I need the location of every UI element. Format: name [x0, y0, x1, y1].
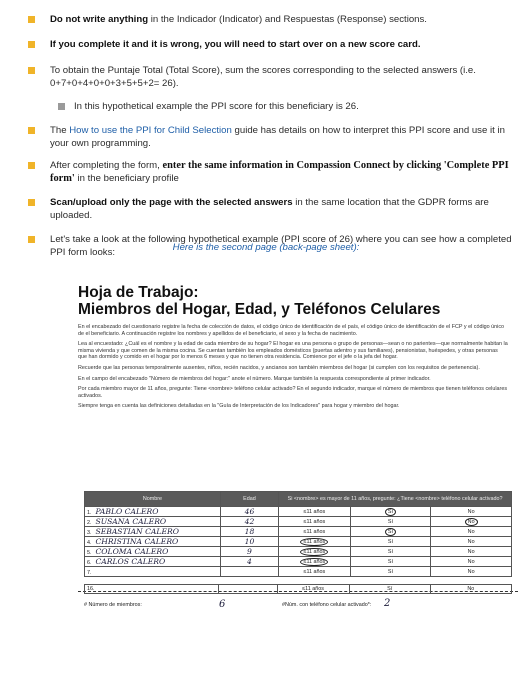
option-label: ≤11 años [300, 538, 328, 546]
member-age: 10 [244, 537, 255, 546]
phone-option-si [350, 547, 431, 557]
column-header-name: Nombre [85, 492, 221, 507]
phone-option-no [431, 547, 512, 557]
option-label: Sí [385, 508, 396, 516]
option-label: Sí [385, 528, 396, 536]
bullet-item: The How to use the PPI for Child Selection guide has details on how to interpret this PPI score and use it in your own programming. [50, 124, 510, 151]
worksheet-paragraph: En el encabezado del cuestionario registre la fecha de colección de datos, el código único de identificación de el país, el código único de identificación de el FCP y el código único de el beneficiario. A continuación registre los nombres y apellidos de el beneficiario, el sexo y la fecha de nacimiento. [78, 324, 505, 337]
table-row [85, 567, 512, 577]
bullet-item: If you complete it and it is wrong, you will need to start over on a new score card. [50, 38, 510, 51]
member-name-cell [85, 527, 221, 537]
bullet-marker [58, 103, 65, 110]
member-name: COLOMA CALERO [95, 547, 169, 556]
member-name-cell [85, 507, 221, 517]
bullet-marker [28, 199, 35, 206]
member-name: CARLOS CALERO [95, 557, 166, 566]
phones-count-value: 2 [384, 598, 391, 609]
phone-option-si [350, 567, 431, 577]
member-age-cell [220, 517, 278, 527]
option-label: No [467, 538, 475, 545]
member-age-cell [220, 557, 278, 567]
phone-option-si [350, 557, 431, 567]
phone-option-no [431, 567, 512, 577]
option-label: ≤11 años [303, 508, 326, 515]
member-age-cell [220, 507, 278, 517]
member-name-cell [85, 547, 221, 557]
option-label: Sí [387, 538, 394, 545]
ppi-guide-link[interactable]: How to use the PPI for Child Selection [69, 125, 232, 136]
worksheet-paragraph: En el campo del encabezado "Número de miembros del hogar:" anote el número. Marque también la respuesta correspondiente al primer indicador. [78, 375, 431, 382]
members-count-value: 6 [219, 599, 226, 610]
row-number: 5. [87, 550, 92, 556]
option-label: Sí [387, 558, 394, 565]
members-count-label: # Número de miembros: [84, 602, 142, 608]
table-row [85, 557, 512, 567]
option-label: ≤11 años [300, 558, 328, 566]
option-label: Sí [387, 568, 394, 575]
option-label: No [467, 548, 475, 555]
phone-option-si [350, 527, 431, 537]
member-age-cell [220, 547, 278, 557]
table-row [85, 517, 512, 527]
bullet-marker [28, 16, 35, 23]
member-name: PABLO CALERO [95, 507, 159, 516]
phone-option-no [431, 537, 512, 547]
column-header-age: Edad [220, 492, 278, 507]
phone-option-no [431, 507, 512, 517]
option-label: ≤11 años [303, 568, 326, 575]
option-label: No [467, 508, 475, 515]
row-16-table [84, 584, 512, 594]
table-row [85, 507, 512, 517]
phone-option-cond [279, 557, 351, 567]
phone-option-no [431, 527, 512, 537]
phone-option-cond [279, 537, 351, 547]
member-age: 18 [244, 527, 255, 536]
member-name-cell [85, 567, 221, 577]
phone-option-cond [279, 527, 351, 537]
member-name-cell [85, 557, 221, 567]
option-label: No [467, 528, 475, 535]
option-label: ≤11 años [303, 518, 326, 525]
member-age-cell [220, 567, 278, 577]
bullet-marker [28, 41, 35, 48]
phone-option-si [350, 507, 431, 517]
member-name-cell [85, 537, 221, 547]
row-number: 6. [87, 560, 92, 566]
worksheet-scan [78, 284, 518, 624]
bullet-marker [28, 162, 35, 169]
sub-bullet-item: In this hypothetical example the PPI score for this beneficiary is 26. [74, 100, 514, 113]
worksheet-paragraph: Recuerde que las personas temporalmente ausentes, niños, recién nacidos, y ancianos son también miembros del hogar (si cumplen con los requisitos de pertenencia). [78, 364, 480, 371]
member-name: CHRISTINA CALERO [95, 537, 179, 546]
member-age-cell [220, 527, 278, 537]
member-age-cell [220, 537, 278, 547]
bullet-item: Do not write anything in the Indicador (Indicator) and Respuestas (Response) sections. [50, 13, 510, 26]
phone-option-no [431, 557, 512, 567]
member-age: 46 [244, 507, 255, 516]
row-number: 4. [87, 540, 92, 546]
worksheet-title: Hoja de Trabajo: Miembros del Hogar, Edad, y Teléfonos Celulares [78, 284, 441, 318]
row-number: 2. [87, 520, 92, 526]
option-label: ≤11 años [300, 548, 328, 556]
phone-option-cond [279, 567, 351, 577]
option-label: Sí [387, 518, 394, 525]
member-age: 4 [247, 557, 252, 566]
member-name: SEBASTIAN CALERO [95, 527, 179, 536]
worksheet-paragraph: Por cada miembro mayor de 11 años, pregunte: Tiene <nombre> teléfono celular activado? En el segundo indicador, marque el número de miembros que tienen teléfonos celulares activados. [78, 386, 508, 399]
member-age: 42 [244, 517, 255, 526]
member-name-cell [85, 517, 221, 527]
row-number: 1. [87, 510, 92, 516]
phone-option-cond [279, 507, 351, 517]
option-label: No [465, 518, 478, 526]
bullet-item: After completing the form, enter the same information in Compassion Connect by clicking 'Complete PPI form' in the beneficiary profile [50, 159, 510, 186]
phone-option-si [350, 537, 431, 547]
option-label: ≤11 años [303, 528, 326, 535]
worksheet-paragraph: Siempre tenga en cuenta las definiciones detalladas en la "Guía de Interpretación de los Indicadores" para hogar y miembro del hogar. [78, 403, 400, 410]
option-label: No [467, 568, 475, 575]
table-row [85, 547, 512, 557]
phone-option-no [431, 517, 512, 527]
bullet-item: Let's take a look at the following hypothetical example (PPI score of 26) where you can see how a completed PPI form looks: [50, 233, 520, 260]
phone-option-si [350, 517, 431, 527]
table-row [85, 527, 512, 537]
example-caption: Here is the second page (back-page sheet): [172, 242, 360, 253]
phone-option-cond [279, 517, 351, 527]
table-row: 16. ≤11 años Sí No [85, 585, 512, 594]
bullet-item: Scan/upload only the page with the selected answers in the same location that the GDPR forms are uploaded. [50, 196, 510, 223]
option-label: Sí [387, 548, 394, 555]
household-members-table [84, 491, 512, 577]
option-label: No [467, 558, 475, 565]
member-age: 9 [247, 547, 252, 556]
phones-count-label: #Núm. con teléfono celular activado*: [282, 602, 372, 608]
column-header-phone: Si <nombre> es mayor de 11 años, pregunte: ¿Tiene <nombre> teléfono celular activado? [279, 492, 512, 507]
row-number: 3. [87, 530, 92, 536]
bullet-item: To obtain the Puntaje Total (Total Score), sum the scores corresponding to the selected answers (i.e. 0+7+0+4+0+0+3+5+5+2= 26). [50, 64, 510, 91]
phone-option-cond [279, 547, 351, 557]
table-row [85, 537, 512, 547]
bullet-marker [28, 127, 35, 134]
members-count-row [84, 598, 512, 610]
worksheet-paragraph: Lea al encuestado: ¿Cuál es el nombre y la edad de cada miembro de su hogar? El hogar es una persona o grupo de personas—sean o no parientes—que normalmente habitan la misma vivienda y que comen de la misma cocina. Se cuentan también los empleados domésticos (puertas adentro y sus familiares), pensionistas, huéspedes, y otras personas que han dormido y comido en el hogar por lo menos 6 meses y que no tienen otra residencia. Comience por el jefe o la jefa del hogar. [78, 341, 508, 361]
member-name: SUSANA CALERO [95, 517, 167, 526]
bullet-marker [28, 67, 35, 74]
row-number: 7. [87, 570, 92, 576]
